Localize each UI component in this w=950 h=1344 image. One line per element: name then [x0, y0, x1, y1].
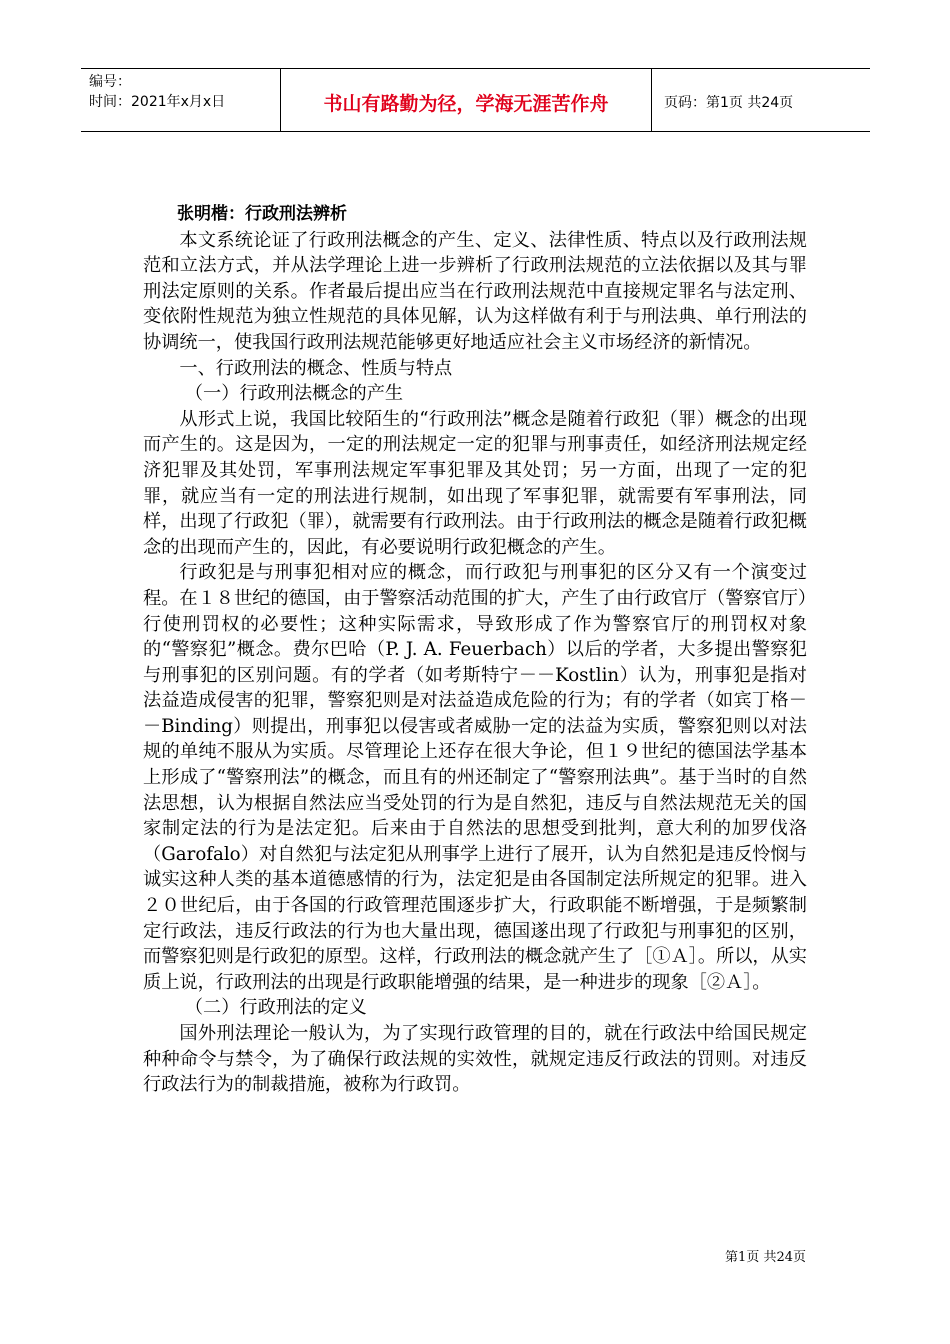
subsection-heading: （一）行政刑法概念的产生 — [184, 383, 404, 405]
subsection-heading: （二）行政刑法的定义 — [184, 997, 367, 1019]
page-footer: 第1页 共24页 — [725, 1250, 806, 1265]
document-body — [143, 202, 807, 1098]
section-heading: 一、行政刑法的概念、性质与特点 — [179, 357, 453, 379]
header-motto: 书山有路勤为径，学海无涯苦作舟 — [281, 69, 652, 131]
page-header — [81, 68, 870, 132]
body-paragraph: 国外刑法理论一般认为，为了实现行政管理的目的，就在行政法中给国民规定种种命令与禁令，为了确保行政法规的实效性，就规定违反行政法的罚则。对违反行政法行为的制裁措施，被称为行政罚。 — [143, 1023, 807, 1096]
doc-time-label: 时间：2021年x月x日 — [89, 94, 226, 110]
document-title: 张明楷：行政刑法辨析 — [177, 204, 347, 224]
body-paragraph: 行政犯是与刑事犯相对应的概念，而行政犯与刑事犯的区分又有一个演变过程。在１８世纪的德国，由于警察活动范围的扩大，产生了由行政官厅（警察官厅）行使刑罚权的必要性；这种实际需求，导致形成了作为警察官厅的刑罚权对象的“警察犯”概念。费尔巴哈（P. J. A. Feuerbach）以后的学者，大多提出警察犯与刑事犯的区别问题。有的学者（如考斯特宁－－Kostlin）认为，刑事犯是指对法益造成侵害的犯罪，警察犯则是对法益造成危险的行为；有的学者（如宾丁格－－Binding）则提出，刑事犯以侵害或者威胁一定的法益为实质，警察犯则以对法规的单纯不服从为实质。尽管理论上还存在很大争论，但１９世纪的德国法学基本上形成了“警察刑法”的概念，而且有的州还制定了“警察刑法典”。基于当时的自然法思想，认为根据自然法应当受处罚的行为是自然犯，违反与自然法规范无关的国家制定法的行为是法定犯。后来由于自然法的思想受到批判，意大利的加罗伐洛（Garofalo）对自然犯与法定犯从刑事学上进行了展开，认为自然犯是违反怜悯与诚实这种人类的基本道德感情的行为，法定犯是由各国制定法所规定的犯罪。进入２０世纪后，由于各国的行政管理范围逐步扩大，行政职能不断增强，于是频繁制定行政法，违反行政法的行为也大量出现，德国遂出现了行政犯与刑事犯的区别，而警察犯则是行政犯的原型。这样，行政刑法的概念就产生了［①Ａ］。所以，从实质上说，行政刑法的出现是行政职能增强的结果，是一种进步的现象［②Ａ］。 — [143, 562, 807, 993]
doc-number-label: 编号： — [89, 74, 131, 90]
header-meta — [81, 69, 281, 131]
abstract-paragraph: 本文系统论证了行政刑法概念的产生、定义、法律性质、特点以及行政刑法规范和立法方式，并从法学理论上进一步辨析了行政刑法规范的立法依据以及其与罪刑法定原则的关系。作者最后提出应当在行政刑法规范中直接规定罪名与法定刑、变依附性规范为独立性规范的具体见解，认为这样做有利于与刑法典、单行刑法的协调统一，使我国行政刑法规范能够更好地适应社会主义市场经济的新情况。 — [143, 229, 807, 353]
header-page-info: 页码：第1页 共24页 — [664, 95, 794, 111]
body-paragraph: 从形式上说，我国比较陌生的“行政刑法”概念是随着行政犯（罪）概念的出现而产生的。这是因为，一定的刑法规定一定的犯罪与刑事责任，如经济刑法规定经济犯罪及其处罚，军事刑法规定军事犯罪及其处罚；另一方面，出现了一定的犯罪，就应当有一定的刑法进行规制，如出现了军事犯罪，就需要有军事刑法，同样，出现了行政犯（罪），就需要有行政刑法。由于行政刑法的概念是随着行政犯概念的出现而产生的，因此，有必要说明行政犯概念的产生。 — [143, 408, 807, 558]
